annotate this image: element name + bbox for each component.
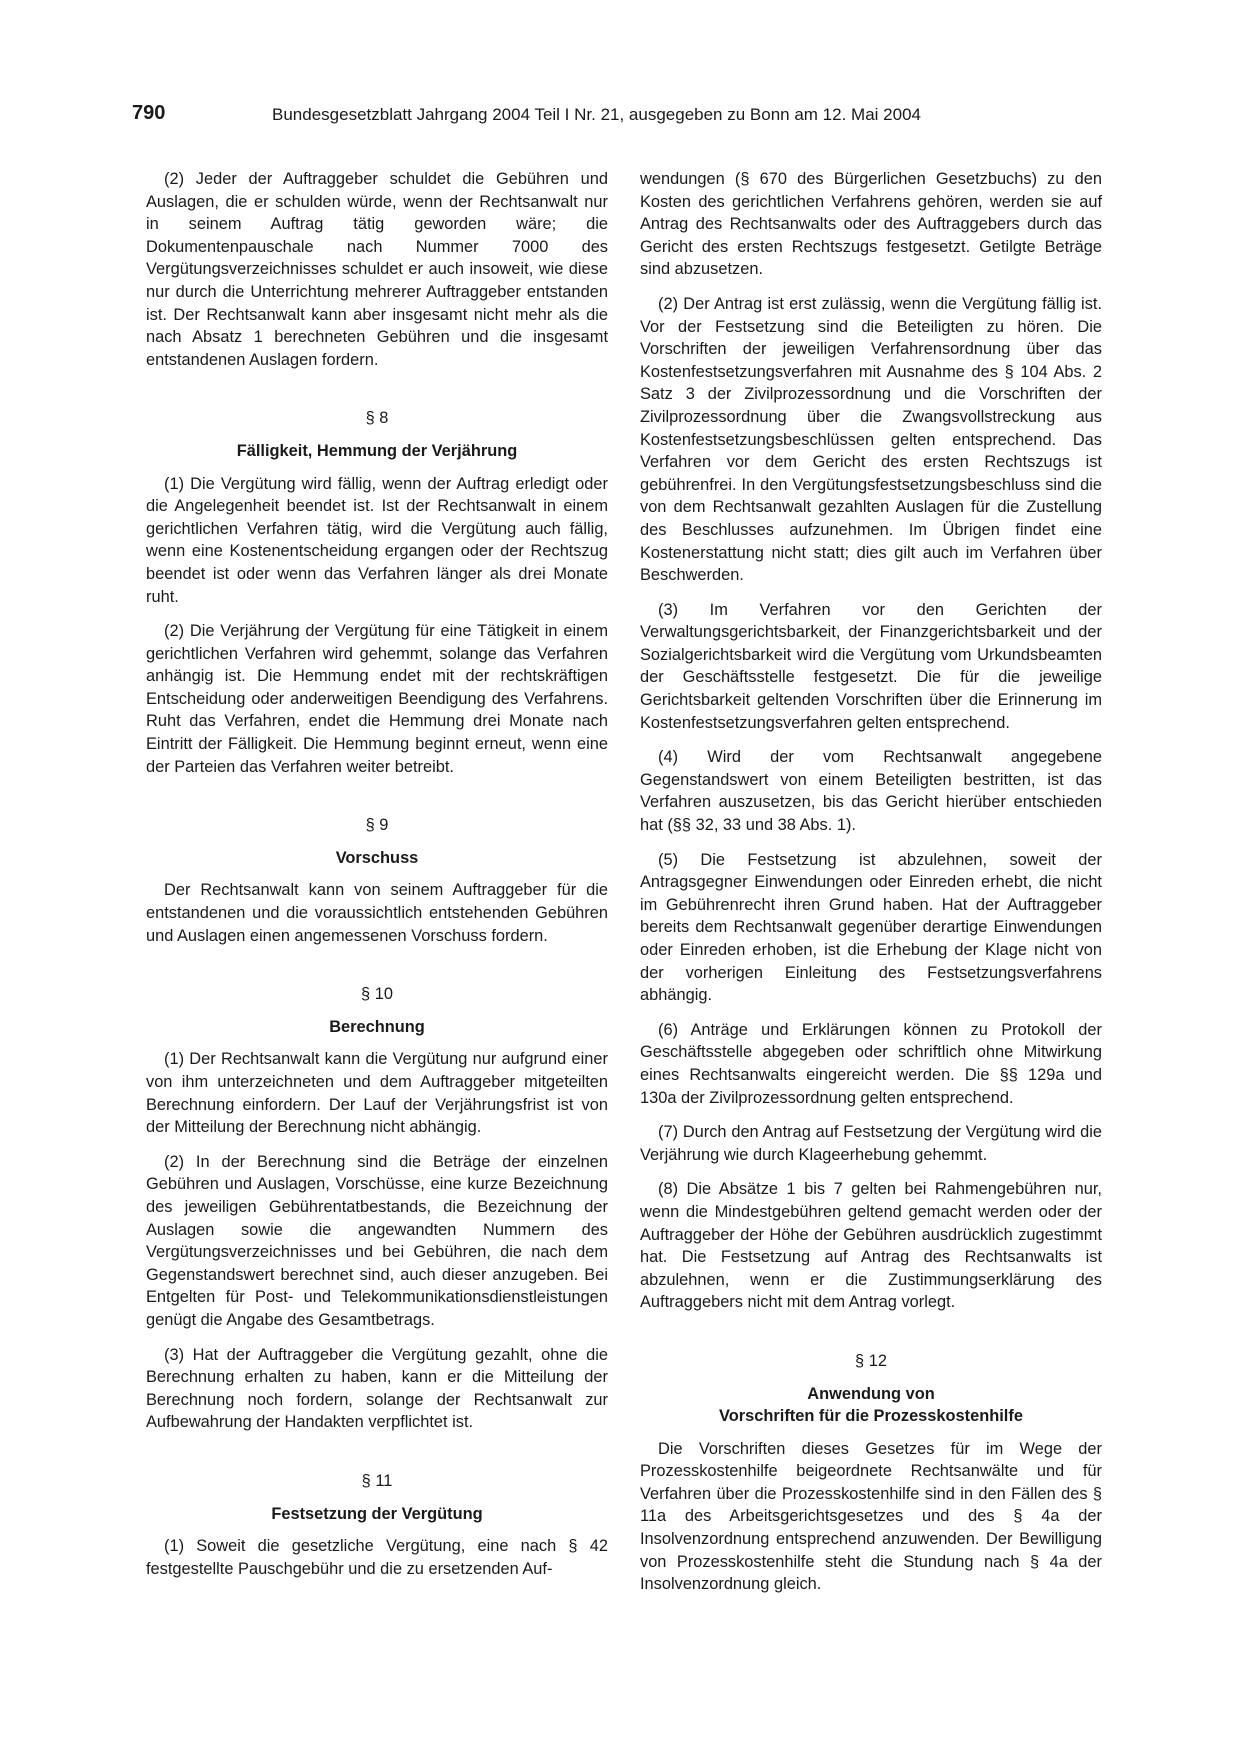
paragraph: Die Vorschriften dieses Gesetzes für im Wege der Prozesskostenhilfe beigeordnete Rechtsanwälte und für Verfahren über die Prozesskostenhilfe sind in den Fällen des § 11a des Arbeitsgerichtsgesetzes und des § 4a der Insolvenzordnung entsprechend anzuwenden. Der Bewilligung von Prozesskostenhilfe steht die Stundung nach § 4a der Insolvenzordnung gleich. (640, 1439, 1102, 1594)
page-number: 790 (132, 102, 166, 124)
paragraph: (2) Der Antrag ist erst zulässig, wenn die Vergütung fällig ist. Vor der Festsetzung sind die Beteiligten zu hören. Die Vorschriften der jeweiligen Verfahrensordnung über das Kostenfestsetzungsverfahren mit Ausnahme des § 104 Abs. 2 Satz 3 der Zivilprozessordnung und die Vorschriften der Zivilprozessordnung über die Zwangsvollstreckung aus Kostenfestsetzungsbeschlüssen gelten entsprechend. Das Verfahren vor dem Gericht des ersten Rechtszugs ist gebührenfrei. In den Vergütungsfestsetzungsbeschluss sind die von dem Rechtsanwalt gezahlten Auslagen für die Zustellung des Beschlusses aufzunehmen. Im Übrigen findet eine Kostenerstattung nicht statt; dies gilt auch im Verfahren über Beschwerden. (640, 294, 1102, 585)
paragraph: (5) Die Festsetzung ist abzulehnen, soweit der Antragsgegner Einwendungen oder Einreden erhebt, die nicht im Gebührenrecht ihren Grund haben. Hat der Auftraggeber bereits dem Rechtsanwalt gegenüber derartige Einwendungen oder Einreden erhoben, ist die Erhebung der Klage nicht von der vorherigen Einleitung des Festsetzungsverfahrens abhängig. (640, 850, 1102, 1005)
section-number: § 8 (365, 409, 389, 428)
paragraph: (2) In der Berechnung sind die Beträge der einzelnen Gebühren und Auslagen, Vorschüsse, eine kurze Bezeichnung des jeweiligen Gebührentatbestands, die Bezeichnung der Auslagen sowie die angewandten Nummern des Vergütungsverzeichnisses und bei Gebühren, die nach dem Gegenstandswert berechnet sind, auch dieser anzugeben. Bei Entgelten für Post- und Telekommunikationsdienstleistungen genügt die Angabe des Gesamtbetrags. (146, 1152, 608, 1329)
section-title: Festsetzung der Vergütung (271, 1504, 483, 1523)
paragraph: (2) Die Verjährung der Vergütung für eine Tätigkeit in einem gerichtlichen Verfahren wird gehemmt, solange das Verfahren anhängig ist. Die Hemmung endet mit der rechtskräftigen Entscheidung oder anderweitigen Beendigung des Verfahrens. Ruht das Verfahren, endet die Hemmung drei Monate nach Eintritt der Fälligkeit. Die Hemmung beginnt erneut, wenn eine der Parteien das Verfahren weiter betreibt. (146, 622, 608, 776)
right-column (640, 168, 1102, 1608)
section-title (640, 1383, 1102, 1428)
paragraph: (2) Jeder der Auftraggeber schuldet die Gebühren und Auslagen, die er schulden würde, wenn der Rechtsanwalt nur in seinem Auftrag tätig geworden wäre; die Dokumentenpauschale nach Nummer 7000 des Vergütungsverzeichnisses schuldet er auch insoweit, wie diese nur durch die Unterrichtung mehrerer Auftraggeber entstanden ist. Der Rechtsanwalt kann aber insgesamt nicht mehr als die nach Absatz 1 berechneten Gebühren und die insgesamt entstandenen Auslagen fordern. (146, 170, 608, 369)
paragraph: wendungen (§ 670 des Bürgerlichen Gesetzbuchs) zu den Kosten des gerichtlichen Verfahrens gehören, werden sie auf Antrag des Rechtsanwalts oder des Auftraggebers durch das Gericht des ersten Rechtszugs festgesetzt. Getilgte Beträge sind abzusetzen. (640, 170, 1102, 279)
paragraph: (1) Soweit die gesetzliche Vergütung, eine nach § 42 festgestellte Pauschgebühr und die zu ersetzenden Auf- (146, 1537, 608, 1578)
paragraph: (1) Der Rechtsanwalt kann die Vergütung nur aufgrund einer von ihm unterzeichneten und dem Auftraggeber mitgeteilten Berechnung einfordern. Der Lauf der Verjährungsfrist ist von der Mitteilung der Berechnung nicht abhängig. (146, 1050, 608, 1137)
section-title-line: Anwendung von (807, 1384, 935, 1403)
paragraph: (1) Die Vergütung wird fällig, wenn der Auftrag erledigt oder die Angelegenheit beendet ist. Ist der Rechtsanwalt in einem gerichtlichen Verfahren tätig, wird die Vergütung auch fällig, wenn eine Kostenentscheidung ergangen oder der Rechtszug beendet ist oder wenn das Verfahren länger als drei Monate ruht. (146, 474, 608, 606)
section-number: § 9 (365, 816, 389, 835)
paragraph: (4) Wird der vom Rechtsanwalt angegebene Gegenstandswert von einem Beteiligten bestritten, ist das Verfahren auszusetzen, bis das Gericht hierüber entschieden hat (§§ 32, 33 und 38 Abs. 1). (640, 748, 1102, 835)
section-title-line: Vorschriften für die Prozesskostenhilfe (719, 1407, 1023, 1426)
section-number: § 12 (855, 1351, 887, 1370)
paragraph: Der Rechtsanwalt kann von seinem Auftraggeber für die entstandenen und die voraussichtlich entstehenden Gebühren und Auslagen einen angemessenen Vorschuss fordern. (146, 881, 608, 945)
section-title: Fälligkeit, Hemmung der Verjährung (236, 441, 518, 460)
section-title: Vorschuss (335, 848, 419, 867)
paragraph: (3) Im Verfahren vor den Gerichten der Verwaltungsgerichtsbarkeit, der Finanzgerichtsbarkeit und der Sozialgerichtsbarkeit wird die Vergütung vom Urkundsbeamten der Geschäftsstelle festgesetzt. Die für die jeweilige Gerichtsbarkeit geltenden Vorschriften über die Erinnerung im Kostenfestsetzungsverfahren gelten entsprechend. (640, 600, 1102, 732)
page-header-title: Bundesgesetzblatt Jahrgang 2004 Teil I Nr. 21, ausgegeben zu Bonn am 12. Mai 2004 (272, 105, 921, 124)
paragraph: (7) Durch den Antrag auf Festsetzung der Vergütung wird die Verjährung wie durch Klageerhebung gehemmt. (640, 1123, 1102, 1164)
section-number: § 11 (361, 1471, 393, 1490)
paragraph: (6) Anträge und Erklärungen können zu Protokoll der Geschäftsstelle abgegeben oder schriftlich ohne Mitwirkung eines Rechtsanwalts eingereicht werden. Die §§ 129a und 130a der Zivilprozessordnung gelten entsprechend. (640, 1020, 1102, 1107)
section-number: § 10 (361, 985, 393, 1004)
left-column (146, 168, 608, 1592)
section-title: Berechnung (329, 1017, 425, 1036)
paragraph: (8) Die Absätze 1 bis 7 gelten bei Rahmengebühren nur, wenn die Mindestgebühren geltend gemacht werden oder der Auftraggeber der Höhe der Gebühren ausdrücklich zugestimmt hat. Die Festsetzung auf Antrag des Rechtsanwalts ist abzulehnen, wenn er die Zustimmungserklärung des Auftraggebers nicht mit dem Antrag vorlegt. (640, 1180, 1102, 1312)
paragraph: (3) Hat der Auftraggeber die Vergütung gezahlt, ohne die Berechnung erhalten zu haben, kann er die Mitteilung der Berechnung noch fordern, solange der Rechtsanwalt zur Aufbewahrung der Handakten verpflichtet ist. (146, 1345, 608, 1432)
